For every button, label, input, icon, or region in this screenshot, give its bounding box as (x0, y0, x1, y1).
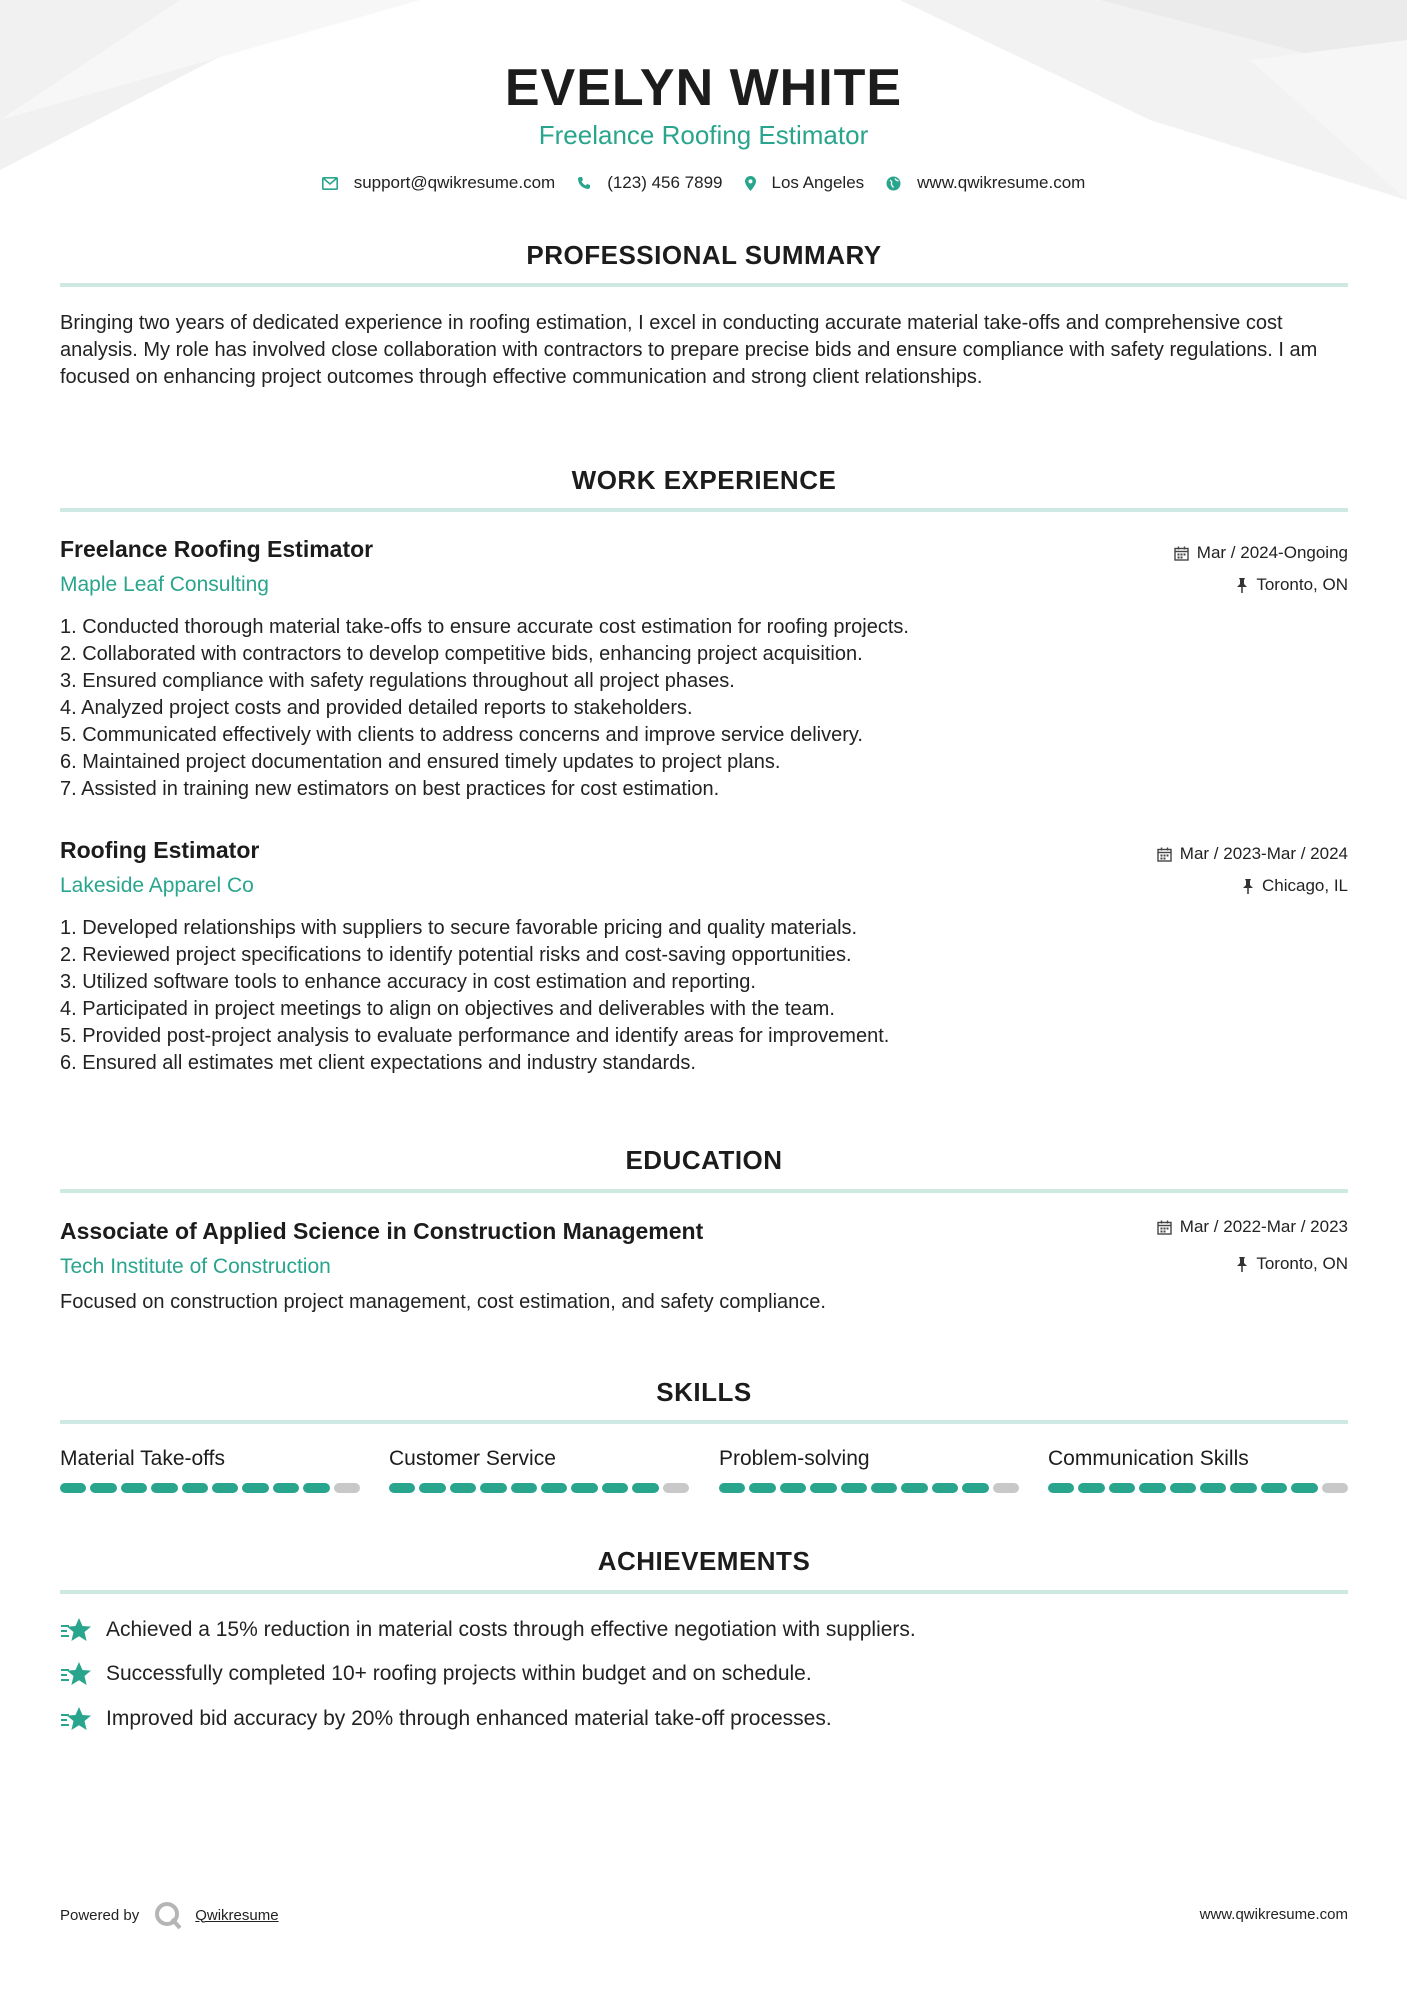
skill-segment-filled (1048, 1483, 1074, 1493)
skill-segment-filled (1139, 1483, 1165, 1493)
achievement-item (60, 1661, 812, 1687)
skill-segment-filled (90, 1483, 116, 1493)
list-item: 3. Utilized software tools to enhance accuracy in cost estimation and reporting. (60, 971, 756, 993)
list-item: 4. Participated in project meetings to align on objectives and deliverables with the team. (60, 998, 835, 1020)
job-title: Roofing Estimator (60, 837, 260, 863)
achievement-text: Successfully completed 10+ roofing projects within budget and on schedule. (106, 1662, 812, 1685)
education-heading: EDUCATION (625, 1145, 783, 1175)
skill-segment-filled (1078, 1483, 1104, 1493)
skill-level-bar (389, 1483, 689, 1493)
education-divider (60, 1189, 1348, 1193)
education-dates-text: Mar / 2022-Mar / 2023 (1179, 1217, 1348, 1236)
job-title: Freelance Roofing Estimator (60, 536, 374, 562)
candidate-name: EVELYN WHITE (504, 59, 903, 117)
phone-icon (577, 176, 591, 190)
job-dates (1157, 844, 1348, 864)
achievement-item (60, 1617, 916, 1643)
map-pin-icon (745, 176, 756, 191)
star-icon (60, 1661, 92, 1687)
contact-phone-text: (123) 456 7899 (607, 173, 723, 192)
pushpin-icon (1236, 1257, 1248, 1272)
list-item: 2. Collaborated with contractors to develop competitive bids, enhancing project acquisition. (60, 643, 863, 665)
skill-segment-filled (602, 1483, 628, 1493)
skill-segment-filled (480, 1483, 506, 1493)
skill-segment-filled (1109, 1483, 1135, 1493)
skill-item (1048, 1447, 1348, 1493)
footer-powered-by (60, 1900, 279, 1930)
skill-segment-filled (212, 1483, 238, 1493)
job-company: Maple Leaf Consulting (60, 573, 269, 596)
contact-email[interactable] (322, 173, 556, 193)
achievement-text: Achieved a 15% reduction in material costs through effective negotiation with suppliers. (106, 1618, 916, 1641)
pushpin-icon (1236, 578, 1248, 593)
calendar-icon (1174, 546, 1189, 561)
contact-location-text: Los Angeles (771, 173, 865, 192)
skill-segment-filled (1261, 1483, 1287, 1493)
list-item: 2. Reviewed project specifications to identify potential risks and cost-saving opportunities. (60, 944, 852, 966)
list-item: 7. Assisted in training new estimators on best practices for cost estimation. (60, 778, 720, 800)
skill-segment-empty (663, 1483, 689, 1493)
skill-level-bar (719, 1483, 1019, 1493)
skills-heading: SKILLS (656, 1377, 752, 1407)
list-item: 5. Provided post-project analysis to evaluate performance and identify areas for improvement. (60, 1025, 890, 1047)
skill-segment-filled (1291, 1483, 1317, 1493)
achievements-divider (60, 1590, 1348, 1594)
star-icon (60, 1706, 92, 1732)
skill-segment-filled (511, 1483, 537, 1493)
contact-email-text: support@qwikresume.com (353, 173, 556, 192)
skill-segment-filled (273, 1483, 299, 1493)
list-item: 1. Developed relationships with suppliers to secure favorable pricing and quality materials. (60, 917, 858, 939)
job-location (1236, 575, 1348, 595)
envelope-icon (322, 177, 338, 190)
education-school: Tech Institute of Construction (60, 1255, 331, 1278)
skill-segment-empty (1322, 1483, 1348, 1493)
job-dates (1174, 543, 1348, 563)
skill-segment-filled (962, 1483, 988, 1493)
skill-segment-filled (1230, 1483, 1256, 1493)
list-item: 5. Communicated effectively with clients to address concerns and improve service delivery. (60, 724, 863, 746)
skill-level-bar (60, 1483, 360, 1493)
skill-segment-empty (993, 1483, 1019, 1493)
skill-item (389, 1447, 689, 1493)
achievement-item (60, 1706, 832, 1732)
contact-website-text: www.qwikresume.com (917, 173, 1086, 192)
calendar-icon (1157, 847, 1172, 862)
footer-website[interactable]: www.qwikresume.com (1199, 1906, 1348, 1923)
contact-phone[interactable] (577, 173, 722, 193)
skill-segment-filled (151, 1483, 177, 1493)
skill-item (60, 1447, 360, 1493)
list-item: 6. Ensured all estimates met client expectations and industry standards. (60, 1052, 696, 1074)
calendar-icon (1157, 1220, 1172, 1235)
summary-heading: PROFESSIONAL SUMMARY (526, 240, 882, 270)
job-dates-text: Mar / 2023-Mar / 2024 (1179, 844, 1348, 863)
skill-label: Material Take-offs (60, 1447, 225, 1470)
skill-segment-filled (932, 1483, 958, 1493)
skill-segment-filled (182, 1483, 208, 1493)
job-responsibilities (60, 614, 1310, 803)
skill-segment-filled (60, 1483, 86, 1493)
contact-bar (0, 173, 1407, 193)
skill-segment-filled (1200, 1483, 1226, 1493)
contact-location (745, 173, 865, 193)
skill-segment-filled (242, 1483, 268, 1493)
skill-label: Problem-solving (719, 1447, 870, 1470)
skill-segment-filled (121, 1483, 147, 1493)
skill-label: Communication Skills (1048, 1447, 1249, 1470)
star-icon (60, 1617, 92, 1643)
skill-segment-filled (419, 1483, 445, 1493)
skill-level-bar (1048, 1483, 1348, 1493)
pushpin-icon (1242, 879, 1254, 894)
job-location (1242, 876, 1348, 896)
list-item: 4. Analyzed project costs and provided detailed reports to stakeholders. (60, 697, 693, 719)
summary-divider (60, 283, 1348, 287)
qwikresume-link[interactable]: Qwikresume (195, 1906, 279, 1924)
education-degree: Associate of Applied Science in Construction Management (60, 1218, 704, 1244)
skill-item (719, 1447, 1019, 1493)
skill-segment-filled (749, 1483, 775, 1493)
job-location-text: Chicago, IL (1262, 876, 1348, 895)
skills-divider (60, 1420, 1348, 1424)
job-company: Lakeside Apparel Co (60, 874, 254, 897)
list-item: 3. Ensured compliance with safety regulations throughout all project phases. (60, 670, 735, 692)
skill-segment-empty (334, 1483, 360, 1493)
skill-segment-filled (303, 1483, 329, 1493)
skill-segment-filled (450, 1483, 476, 1493)
candidate-role: Freelance Roofing Estimator (538, 120, 869, 150)
qwikresume-logo-icon (153, 1900, 183, 1930)
skill-segment-filled (901, 1483, 927, 1493)
education-location-text: Toronto, ON (1256, 1254, 1348, 1273)
education-description: Focused on construction project management, cost estimation, and safety compliance. (60, 1291, 826, 1313)
powered-by-label: Powered by (60, 1906, 140, 1924)
achievements-heading: ACHIEVEMENTS (597, 1546, 811, 1576)
list-item: 1. Conducted thorough material take-offs to ensure accurate cost estimation for roofing projects. (60, 616, 909, 638)
education-dates (1157, 1217, 1348, 1237)
experience-divider (60, 508, 1348, 512)
list-item: 6. Maintained project documentation and ensured timely updates to project plans. (60, 751, 781, 773)
summary-text: Bringing two years of dedicated experience in roofing estimation, I excel in conducting accurate material take-offs and comprehensive cost analysis. My role has involved close collaboration with contractors to prepare precise bids and ensure compliance with safety regulations. I am focused on enhancing project outcomes through effective communication and strong client relationships. (60, 312, 1318, 388)
achievement-text: Improved bid accuracy by 20% through enhanced material take-off processes. (106, 1707, 832, 1730)
skill-segment-filled (719, 1483, 745, 1493)
job-responsibilities (60, 915, 1310, 1077)
skill-segment-filled (841, 1483, 867, 1493)
skill-label: Customer Service (389, 1447, 556, 1470)
education-location (1236, 1254, 1348, 1274)
skill-segment-filled (871, 1483, 897, 1493)
skill-segment-filled (571, 1483, 597, 1493)
contact-website[interactable] (886, 173, 1085, 193)
globe-icon (886, 176, 901, 191)
job-location-text: Toronto, ON (1256, 575, 1348, 594)
skill-segment-filled (780, 1483, 806, 1493)
experience-heading: WORK EXPERIENCE (571, 465, 837, 495)
skill-segment-filled (1170, 1483, 1196, 1493)
job-dates-text: Mar / 2024-Ongoing (1196, 543, 1348, 562)
skill-segment-filled (541, 1483, 567, 1493)
skill-segment-filled (632, 1483, 658, 1493)
skill-segment-filled (389, 1483, 415, 1493)
skill-segment-filled (810, 1483, 836, 1493)
